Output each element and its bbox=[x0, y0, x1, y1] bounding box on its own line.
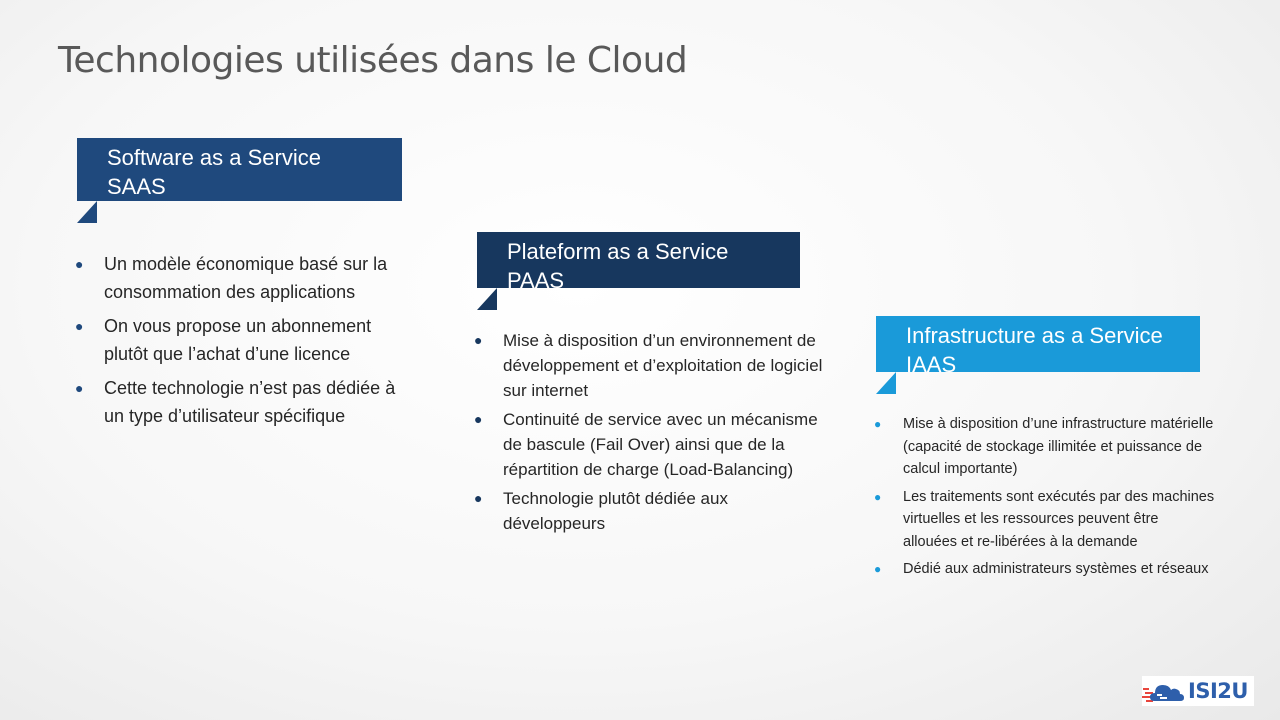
iaas-banner bbox=[876, 316, 1200, 377]
saas-banner-acronym: SAAS bbox=[107, 174, 166, 199]
list-item bbox=[874, 486, 1215, 554]
bullet-icon: ● bbox=[474, 411, 483, 427]
paas-bullet-list bbox=[474, 328, 823, 540]
bullet-text: Continuité de service avec un mécanisme de bascule (Fail Over) ainsi que de la répartition de charge (Load-Balancing) bbox=[503, 410, 818, 479]
saas-banner-title: Software as a Service bbox=[107, 145, 321, 170]
list-item bbox=[874, 558, 1215, 581]
bullet-text: Un modèle économique basé sur la consommation des applications bbox=[104, 254, 388, 302]
list-item bbox=[874, 413, 1215, 481]
paas-banner bbox=[477, 232, 800, 293]
saas-bullet-list bbox=[75, 250, 419, 436]
bullet-icon: ● bbox=[474, 490, 483, 506]
logo-text: ISI2U bbox=[1188, 679, 1248, 703]
cloud-icon bbox=[1142, 677, 1186, 705]
bullet-text: Les traitements sont exécutés par des machines virtuelles et les ressources peuvent être allouées et re-libérées à la demande bbox=[903, 488, 1215, 550]
iaas-banner-title: Infrastructure as a Service bbox=[906, 323, 1163, 348]
bullet-icon: ● bbox=[75, 380, 84, 396]
bullet-icon: ● bbox=[874, 417, 882, 431]
list-item bbox=[474, 486, 823, 536]
bullet-text: Mise à disposition d’un environnement de développement et d’exploitation de logiciel sur internet bbox=[503, 331, 823, 400]
bullet-icon: ● bbox=[874, 489, 882, 504]
paas-banner-title: Plateform as a Service bbox=[507, 239, 729, 264]
bullet-icon: ● bbox=[75, 318, 84, 334]
iaas-bullet-list bbox=[874, 413, 1215, 586]
list-item bbox=[75, 374, 419, 430]
bullet-icon: ● bbox=[874, 562, 882, 576]
paas-banner-acronym: PAAS bbox=[507, 268, 565, 293]
bullet-text: On vous propose un abonnement plutôt que l’achat d’une licence bbox=[104, 316, 372, 364]
list-item bbox=[75, 312, 419, 368]
bullet-text: Cette technologie n’est pas dédiée à un type d’utilisateur spécifique bbox=[104, 378, 396, 426]
saas-banner bbox=[77, 138, 402, 201]
list-item bbox=[474, 328, 823, 403]
isi2u-logo bbox=[1142, 676, 1254, 706]
iaas-banner-acronym: IAAS bbox=[906, 352, 957, 377]
list-item bbox=[474, 407, 823, 482]
slide-title: Technologies utilisées dans le Cloud bbox=[58, 40, 688, 81]
bullet-text: Technologie plutôt dédiée aux développeurs bbox=[503, 489, 728, 533]
bullet-icon: ● bbox=[75, 256, 84, 272]
list-item bbox=[75, 250, 419, 306]
bullet-text: Dédié aux administrateurs systèmes et réseaux bbox=[903, 561, 1209, 577]
bullet-text: Mise à disposition d’une infrastructure matérielle (capacité de stockage illimitée et puissance de calcul importante) bbox=[903, 416, 1214, 477]
bullet-icon: ● bbox=[474, 332, 483, 348]
